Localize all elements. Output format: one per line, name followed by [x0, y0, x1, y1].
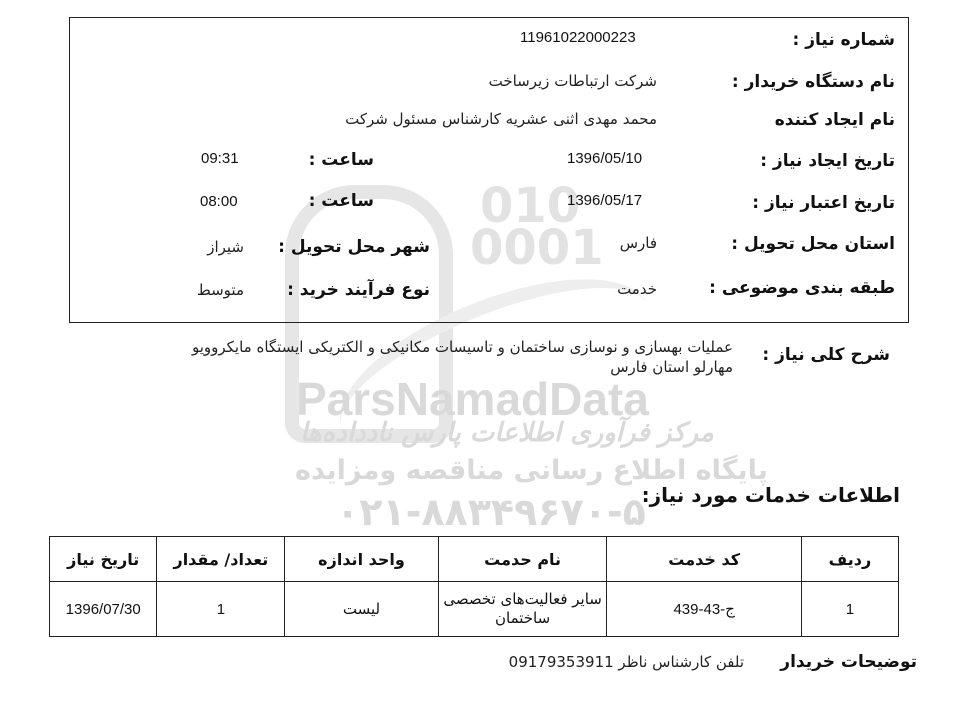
valid-time-value: 08:00	[200, 193, 238, 210]
category-value: خدمت	[617, 280, 657, 298]
cell-row-number: 1	[801, 582, 898, 637]
watermark-brand: ParsNamadData	[296, 373, 649, 425]
watermark-digits-1: 010	[480, 178, 581, 234]
category-label: طبقه بندی موضوعی :	[709, 278, 895, 298]
valid-time-label: ساعت :	[308, 191, 374, 211]
services-table-header-row	[50, 537, 899, 582]
column-header-service-code: کد خدمت	[607, 537, 801, 582]
city-label: شهر محل تحویل :	[278, 237, 430, 257]
valid-date-value: 1396/05/17	[567, 192, 643, 209]
valid-date-label: تاریخ اعتبار نیاز :	[752, 193, 895, 213]
column-header-service-name: نام حدمت	[438, 537, 607, 582]
buyer-label: نام دستگاه خریدار :	[731, 72, 895, 92]
created-date-label: تاریخ ایجاد نیاز :	[760, 151, 895, 171]
city-value: شیراز	[207, 238, 244, 256]
column-header-unit: واحد اندازه	[285, 537, 438, 582]
creator-value: محمد مهدی اثنی عشریه کارشناس مسئول شرکت	[345, 110, 657, 128]
buyer-notes-label: توضیحات خریدار	[780, 652, 917, 672]
watermark-line-1: مرکز فرآوری اطلاعات پارس نادداده‌ها	[300, 418, 714, 448]
summary-line-1: عملیات بهسازی و نوسازی ساختمان و تاسیسات مکانیکی و الکتریکی ایستگاه مایکروویو	[191, 338, 733, 356]
need-number-value: 11961022000223	[520, 29, 636, 46]
services-table	[49, 536, 899, 637]
buyer-notes-text: تلفن کارشناس ناظر 09179353911	[508, 653, 744, 671]
column-header-quantity: تعداد/ مقدار	[157, 537, 285, 582]
created-date-value: 1396/05/10	[567, 150, 643, 167]
column-header-need-date: تاریخ نیاز	[50, 537, 157, 582]
watermark-phone: ۰۲۱-۸۸۳۴۹۶۷۰-۵	[336, 490, 646, 534]
summary-label: شرح کلی نیاز :	[762, 345, 890, 365]
cell-unit: لیست	[285, 582, 438, 637]
watermark-line-2: پایگاه اطلاع رسانی مناقصه ومزایده	[295, 455, 768, 486]
province-value: فارس	[619, 234, 657, 252]
buyer-value: شرکت ارتباطات زیرساخت	[488, 72, 657, 90]
cell-service-code: ج-43-439	[607, 582, 801, 637]
summary-line-2: مهارلو استان فارس	[610, 358, 733, 376]
cell-service-name: سایر فعالیت‌های تخصصی ساختمان	[438, 582, 607, 637]
table-row	[50, 582, 899, 637]
need-number-label: شماره نیاز :	[792, 30, 895, 50]
process-value: متوسط	[196, 281, 244, 299]
created-time-value: 09:31	[201, 150, 239, 167]
watermark-digits-2: 0001	[470, 220, 604, 276]
cell-need-date: 1396/07/30	[50, 582, 157, 637]
process-label: نوع فرآیند خرید :	[287, 280, 430, 300]
column-header-row-number: ردیف	[801, 537, 898, 582]
province-label: استان محل تحویل :	[731, 234, 895, 254]
services-section-title: اطلاعات خدمات مورد نیاز:	[641, 483, 900, 507]
creator-label: نام ایجاد کننده	[774, 110, 895, 130]
cell-quantity: 1	[157, 582, 285, 637]
created-time-label: ساعت :	[308, 150, 374, 170]
